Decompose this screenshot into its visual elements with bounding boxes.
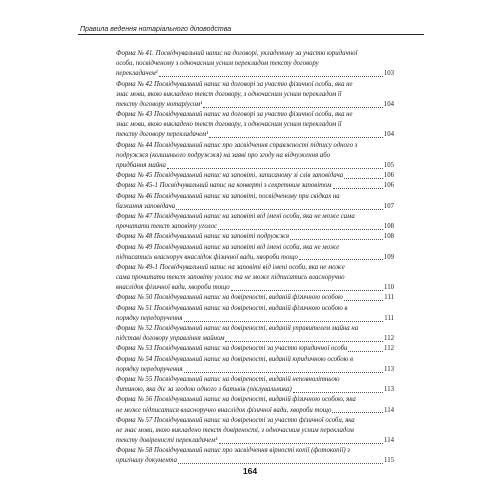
toc-line-text: не знає мови, якою викладено текст довіреності, з одночасним усним перекладом <box>116 426 354 434</box>
toc-line-text: Форма № 42 Посвідчувальний напис на договорі за участю фізичної особи, яка не <box>116 80 353 88</box>
toc-page-number: 111 <box>384 294 394 302</box>
dot-leader <box>218 229 383 230</box>
toc-page-number: 104 <box>383 131 394 139</box>
toc-page-number: 108 <box>383 223 394 231</box>
toc-line <box>116 294 394 304</box>
toc-line <box>116 385 394 395</box>
toc-line <box>116 141 394 151</box>
toc-line-text: Форма № 50 Посвідчувальний напис на довіреності, виданій фізичною особою <box>116 294 343 302</box>
dot-leader <box>203 107 382 108</box>
dot-leader <box>290 239 383 240</box>
toc-line-text: Форма № 45-1 Посвідчувальний напис на конверті з секретним заповітом <box>116 182 332 190</box>
toc-line-text: бажання заповідача <box>116 202 176 210</box>
toc-line-text: Форма № 57 Посвідчувальний напис на довіреності за участю фізичної особи, яка <box>116 416 355 424</box>
dot-leader <box>344 178 383 179</box>
toc-line <box>116 232 394 242</box>
toc-line <box>116 171 394 181</box>
dot-leader <box>332 412 383 413</box>
dot-leader <box>344 300 384 301</box>
toc-page-number: 106 <box>383 172 394 180</box>
toc-line-text: особи, посвідченому з одночасним усним перекладом тексту договору <box>116 60 319 68</box>
toc-page-number: 107 <box>383 202 394 210</box>
toc-line <box>116 151 394 161</box>
toc-line-text: Форма № 41. Посвідчувальний напис на договорі, укладеному за участю юридичної <box>116 49 358 57</box>
toc-line-text: Форма № 49 Посвідчувальний напис на заповіті від імені особи, яка не може <box>116 243 340 251</box>
toc-line <box>116 181 394 191</box>
toc-line <box>116 202 394 212</box>
toc-line-text: тексту договору перекладачем¹ <box>116 131 209 139</box>
toc-line-text: Форма № 46 Посвідчувальний напис на заповіті, посвідченому при свідках на <box>116 192 340 200</box>
toc-page-number: 115 <box>384 457 394 465</box>
dot-leader <box>176 209 383 210</box>
toc-line <box>116 426 394 436</box>
toc-line <box>116 110 394 120</box>
toc-line-text: перекладачем¹ <box>116 70 158 78</box>
toc-line <box>116 253 394 263</box>
toc-line <box>116 80 394 90</box>
header-title: Правила ведення нотаріального діловодства <box>80 26 232 33</box>
toc-line <box>116 161 394 171</box>
toc-line <box>116 334 394 344</box>
toc-line-text: Форма № 52 Посвідчувальний напис на довіреності, виданій управителем майна на <box>116 325 359 333</box>
toc-line <box>116 395 394 405</box>
toc-line-text: Форма № 43 Посвідчувальний напис на договорі за участю фізичної особи, яка не <box>116 111 353 119</box>
toc-page-number: 110 <box>384 284 394 292</box>
dot-leader <box>333 188 383 189</box>
toc-line <box>116 283 394 293</box>
toc-line-text: Форма № 56 Посвідчувальний напис на довіреності, виданій фізичною особою, яка <box>116 396 356 404</box>
toc-line <box>116 212 394 222</box>
dot-leader <box>184 372 383 373</box>
toc-line <box>116 446 394 456</box>
toc-line-text: Форма № 49-1 Посвідчувальний напис на заповіті від імені особи, яка не може <box>116 263 345 271</box>
dot-leader <box>231 290 383 291</box>
toc-line-text: не може підписатися власноручно внаслідок фізичної вади, хвороби тощо <box>116 406 332 414</box>
toc-line <box>116 243 394 253</box>
toc-line-text: знає мови, якою викладено текст договору, з одночасним усним перекладом її <box>116 121 342 129</box>
toc-line <box>116 304 394 314</box>
toc-line <box>116 375 394 385</box>
toc-line <box>116 192 394 202</box>
toc-page-number: 104 <box>383 100 394 108</box>
toc-line-text: знає мови, якою викладено текст договору, з одночасним усним перекладом її <box>116 90 342 98</box>
toc-line-text: порядку передоручення <box>116 314 183 322</box>
toc-line-text: Форма № 45 Посвідчувальний напис на заповіті, записаному зі слів заповідача <box>116 172 344 180</box>
dot-leader <box>178 463 383 464</box>
toc-line <box>116 49 394 59</box>
toc-page-number: 108 <box>383 233 394 241</box>
dot-leader <box>209 137 383 138</box>
toc-line <box>116 314 394 324</box>
page-number: 164 <box>242 466 258 476</box>
toc-line <box>116 436 394 446</box>
toc-line <box>116 355 394 365</box>
toc-page-number: 109 <box>383 253 394 261</box>
toc-page-number: 114 <box>384 437 394 445</box>
toc-line <box>116 273 394 283</box>
toc-line <box>116 324 394 334</box>
dot-leader <box>299 259 383 260</box>
toc-line-text: Форма № 47 Посвідчувальний напис на заповіті від імені особи, яка не може сама <box>116 212 355 220</box>
toc-line-text: оригіналу документа <box>116 457 178 465</box>
toc-line <box>116 69 394 79</box>
toc-page-number: 112 <box>384 345 394 353</box>
toc-line-text: подружжя (колишнього подружжя) на заяві про згоду на відчуження або <box>116 151 330 159</box>
dot-leader <box>219 443 384 444</box>
toc-page-number: 111 <box>384 314 394 322</box>
toc-page-number: 103 <box>383 70 394 78</box>
toc-line <box>116 365 394 375</box>
toc-line-text: підписатись власноруч внаслідок фізичної вади, хвороби тощо <box>116 253 298 261</box>
toc-line <box>116 90 394 100</box>
toc-line-text: придбання майна <box>116 162 166 170</box>
toc-page-number: 105 <box>383 162 394 170</box>
toc-page-number: 113 <box>384 386 394 394</box>
toc-line-text: Форма № 44 Посвідчувальний напис про засвідчення справжності підпису одного з <box>116 141 358 149</box>
toc-line-text: сама прочитати текст заповіту уголос та не може підписатись власноручно <box>116 274 345 282</box>
dot-leader <box>159 76 383 77</box>
toc-line <box>116 100 394 110</box>
toc-line-text: дитиною, яка діє за згодою одного з батьків (піклувальника) <box>116 386 292 394</box>
table-of-contents <box>116 49 394 467</box>
toc-page-number: 113 <box>384 365 394 373</box>
toc-line <box>116 416 394 426</box>
toc-page-number: 106 <box>383 182 394 190</box>
dot-leader <box>348 351 383 352</box>
toc-line-text: Форма № 58 Посвідчувальний напис про засвідчення вірності копії (фотокопії) з <box>116 447 350 455</box>
toc-line-text: Форма № 54 Посвідчувальний напис на довіреності, виданій юридичною особою в <box>116 355 354 363</box>
toc-page-number: 112 <box>384 335 394 343</box>
toc-line <box>116 131 394 141</box>
toc-line-text: Форма № 53 Посвідчувальний напис на довіреності за участю юридичної особи <box>116 345 348 353</box>
toc-line <box>116 406 394 416</box>
toc-line-text: підставі договору управління майном <box>116 335 225 343</box>
toc-line-text: прочитати текст заповіту уголос <box>116 223 218 231</box>
toc-line <box>116 222 394 232</box>
toc-line-text: тексту договору нотаріусом¹ <box>116 100 203 108</box>
toc-line-text: тексту довіреності перекладачем¹ <box>116 437 218 445</box>
dot-leader <box>293 392 383 393</box>
dot-leader <box>225 341 383 342</box>
toc-line-text: Форма № 51 Посвідчувальний напис на довіреності, виданій фізичною особою в <box>116 304 348 312</box>
dot-leader <box>167 168 383 169</box>
running-header <box>78 26 424 35</box>
toc-line-text: внаслідок фізичної вади, хвороби тощо <box>116 284 230 292</box>
toc-line-text: Форма № 48 Посвідчувальний напис на заповіті подружжя <box>116 233 290 241</box>
toc-line <box>116 59 394 69</box>
dot-leader <box>184 321 384 322</box>
toc-page-number: 114 <box>384 406 394 414</box>
toc-line-text: порядку передоручення <box>116 365 183 373</box>
toc-line <box>116 263 394 273</box>
toc-line <box>116 120 394 130</box>
toc-line <box>116 344 394 354</box>
toc-line-text: Форма № 55 Посвідчувальний напис на довіреності, виданій неповнолітньою <box>116 375 340 383</box>
